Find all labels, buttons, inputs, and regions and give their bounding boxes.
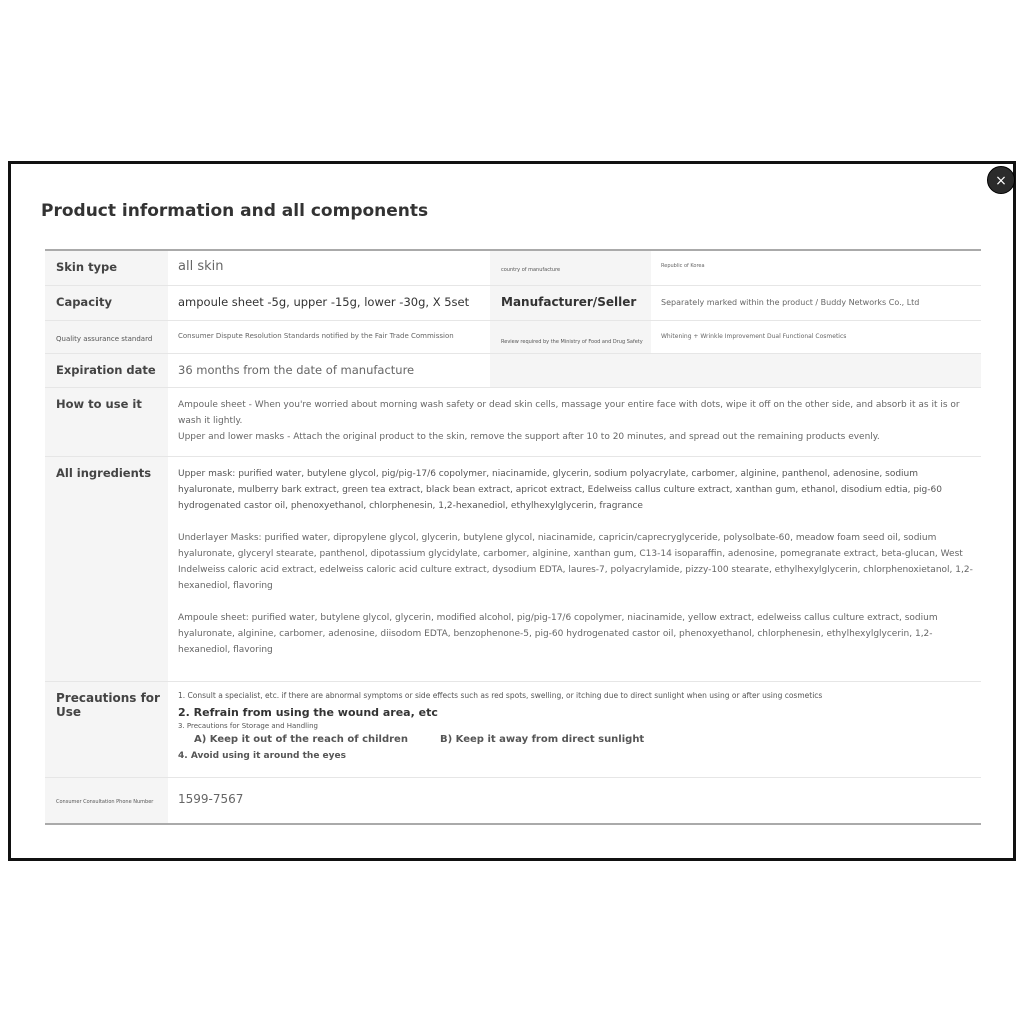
- how-to-use-line-2: Upper and lower masks - Attach the original product to the skin, remove the support after 10 to 20 minutes, and spread out the remaining products evenly.: [178, 432, 880, 442]
- expiration-label: Expiration date: [45, 354, 168, 387]
- precautions-value: [168, 682, 981, 777]
- row-how-to-use: [45, 388, 981, 457]
- ingredients-label: All ingredients: [45, 457, 168, 681]
- phone-label-text: Consumer Consultation Phone Number: [56, 799, 154, 805]
- precaution-3b: B) Keep it away from direct sunlight: [440, 734, 645, 745]
- country-label-text: country of manufacture: [501, 267, 561, 273]
- row-ingredients: [45, 457, 981, 682]
- skin-type-value: all skin: [178, 259, 224, 274]
- ingredients-ampoule-sheet: Ampoule sheet: purified water, butylene glycol, glycerin, modified alcohol, pig/pig-17/6 copolymer, niacinamide, yellow extract, edelweiss callus culture extract, sodium hyaluronate, alginine, carbomer, adenosine, diisodom EDTA, benzophenone-5, pig-60 hydrogenated castor oil, phenoxyethanol, chlorphenesin, ethylhexylglycerin, 1,2-hexanediol, flavoring: [178, 613, 938, 655]
- precaution-3: 3. Precautions for Storage and Handling: [178, 722, 318, 730]
- precaution-4: 4. Avoid using it around the eyes: [178, 751, 346, 761]
- quality-value: Consumer Dispute Resolution Standards notified by the Fair Trade Commission: [178, 332, 454, 340]
- how-to-use-line-1: Ampoule sheet - When you're worried about morning wash safety or dead skin cells, massage your entire face with dots, wipe it off on the other side, and absorb it as it is or wash it lightly.: [178, 400, 960, 426]
- page-title: Product information and all components: [41, 201, 429, 221]
- expiration-empty: [490, 354, 981, 387]
- quality-label-text: Quality assurance standard: [56, 335, 153, 343]
- skin-type-label: Skin type: [45, 251, 168, 285]
- precaution-3-items: [178, 732, 973, 748]
- row-phone: [45, 778, 981, 823]
- capacity-value: ampoule sheet -5g, upper -15g, lower -30g, X 5set: [178, 295, 470, 309]
- row-skin-type: [45, 251, 981, 286]
- review-value: Whitening + Wrinkle Improvement Dual Functional Cosmetics: [661, 333, 847, 340]
- review-label: [490, 321, 651, 353]
- review-label-text: Review required by the Ministry of Food and Drug Safety: [501, 339, 643, 345]
- capacity-label: Capacity: [45, 286, 168, 320]
- country-value: Republic of Korea: [661, 263, 705, 269]
- ingredients-upper-mask: Upper mask: purified water, butylene glycol, pig/pig-17/6 copolymer, niacinamide, glycerin, sodium polyacrylate, carbomer, alginine, panthenol, adenosine, sodium hyaluronate, mulberry bark extract, green tea extract, black bean extract, apricot extract, Edelweiss callus culture extract, xanthan gum, ethanol, disodium edtia, pig-60 hydrogenated castor oil, phenoxyethanol, chlorphenesin, 1,2-hexanediol, ethylhexylglycerin, fragrance: [178, 469, 942, 511]
- precaution-1: 1. Consult a specialist, etc. if there are abnormal symptoms or side effects such as red spots, swelling, or itching due to direct sunlight when using or after using cosmetics: [178, 691, 823, 700]
- manufacturer-value: Separately marked within the product / Buddy Networks Co., Ltd: [661, 298, 920, 307]
- precaution-3a: A) Keep it out of the reach of children: [194, 734, 408, 745]
- how-to-use-label: How to use it: [45, 388, 168, 456]
- row-precautions: [45, 682, 981, 778]
- row-quality: [45, 321, 981, 354]
- manufacturer-label: Manufacturer/Seller: [490, 286, 651, 320]
- phone-label: [45, 778, 168, 823]
- row-expiration: [45, 354, 981, 388]
- expiration-value: 36 months from the date of manufacture: [178, 363, 415, 377]
- close-icon[interactable]: ×: [987, 166, 1015, 194]
- precautions-label: Precautions for Use: [45, 682, 168, 777]
- product-info-table: [45, 249, 981, 825]
- ingredients-value: [168, 457, 981, 681]
- row-capacity: [45, 286, 981, 321]
- how-to-use-value: [168, 388, 981, 456]
- precaution-2: 2. Refrain from using the wound area, etc: [178, 706, 438, 719]
- ingredients-underlayer-mask: Underlayer Masks: purified water, dipropylene glycol, glycerin, butylene glycol, niacinamide, capricin/caprecryglyceride, polysolbate-60, meadow foam seed oil, sodium hyaluronate, glyceryl stearate, panthenol, dipotassium glycidylate, carbomer, alginine, xanthan gum, C13-14 isoparaffin, adenosine, pomegranate extract, beta-glucan, West Indelweiss caloric acid extract, edelweiss caloric acid culture extract, dysodium EDTA, laures-7, polyacrylamide, pizzy-100 stearate, ethylhexylglycerin, chlorphenoxietanol, 1,2-hexanediol, flavoring: [178, 533, 973, 591]
- phone-value: 1599-7567: [178, 792, 244, 806]
- quality-label: [45, 321, 168, 353]
- country-label: [490, 251, 651, 285]
